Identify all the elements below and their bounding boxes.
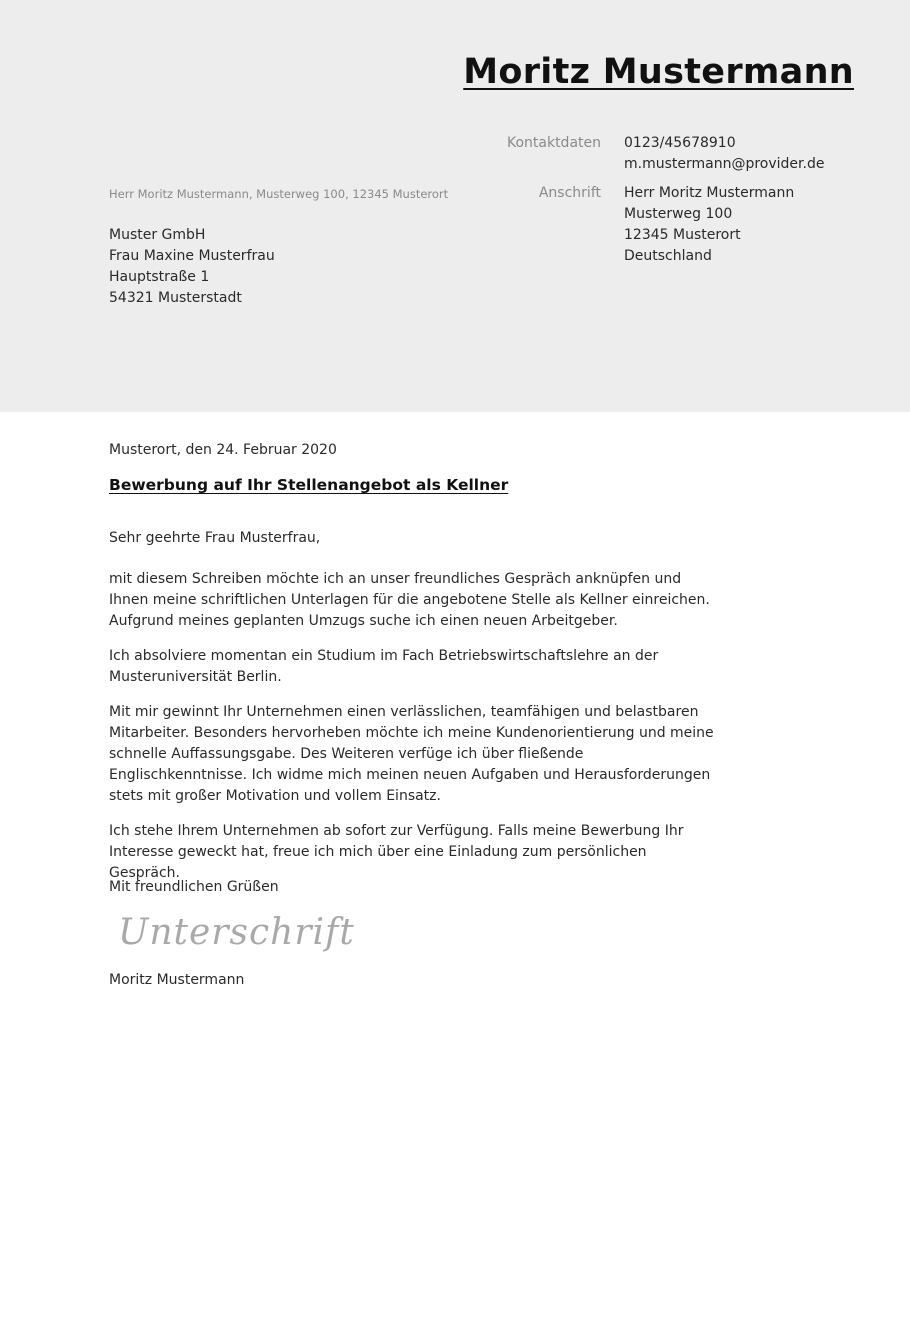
body-paragraph: mit diesem Schreiben möchte ich an unser freundliches Gespräch anknüpfen und Ihnen meine schriftlichen Unterlagen für die angebotene Stelle als Kellner einreichen. Aufgrund meines geplanten Umzugs suche ich einen neuen Arbeitgeber. <box>109 571 710 629</box>
body-paragraph: Ich stehe Ihrem Unternehmen ab sofort zur Verfügung. Falls meine Bewerbung Ihr Interesse geweckt hat, freue ich mich über eine Einladung zum persönlichen Gespräch. <box>109 823 684 881</box>
recipient-line: Frau Maxine Musterfrau <box>109 248 275 264</box>
handwritten-signature: Unterschrift <box>118 912 355 953</box>
address-line: 12345 Musterort <box>624 227 741 243</box>
recipient-line: 54321 Musterstadt <box>109 290 242 306</box>
contact-details <box>624 133 824 175</box>
contact-phone: 0123/45678910 <box>624 135 736 151</box>
address-line: Deutschland <box>624 248 712 264</box>
address-label: Anschrift <box>538 185 601 201</box>
closing-phrase: Mit freundlichen Grüßen <box>109 879 279 895</box>
recipient-line: Muster GmbH <box>109 227 206 243</box>
letter-body <box>109 569 719 898</box>
letter-date: Musterort, den 24. Februar 2020 <box>109 442 337 458</box>
address-line: Musterweg 100 <box>624 206 733 222</box>
contact-label: Kontaktdaten <box>506 135 601 151</box>
address-line: Herr Moritz Mustermann <box>624 185 795 201</box>
body-paragraph: Ich absolviere momentan ein Studium im Fach Betriebswirtschaftslehre an der Musteruniversität Berlin. <box>109 648 659 685</box>
body-paragraph: Mit mir gewinnt Ihr Unternehmen einen verlässlichen, teamfähigen und belastbaren Mitarbeiter. Besonders hervorheben möchte ich meine Kundenorientierung und meine schnelle Auffassungsgabe. Des Weiteren verfüge ich über fließende Englischkenntnisse. Ich widme mich meinen neuen Aufgaben und Herausforderungen stets mit großer Motivation und vollem Einsatz. <box>109 704 714 804</box>
sender-return-line: Herr Moritz Mustermann, Musterweg 100, 12345 Musterort <box>109 187 449 201</box>
recipient-line: Hauptstraße 1 <box>109 269 210 285</box>
applicant-name: Moritz Mustermann <box>463 52 854 92</box>
signer-name: Moritz Mustermann <box>109 972 245 988</box>
address-details <box>624 183 794 267</box>
letter-subject: Bewerbung auf Ihr Stellenangebot als Kellner <box>109 476 509 494</box>
recipient-address <box>109 225 275 309</box>
contact-email: m.mustermann@provider.de <box>624 156 825 172</box>
salutation: Sehr geehrte Frau Musterfrau, <box>109 530 321 546</box>
